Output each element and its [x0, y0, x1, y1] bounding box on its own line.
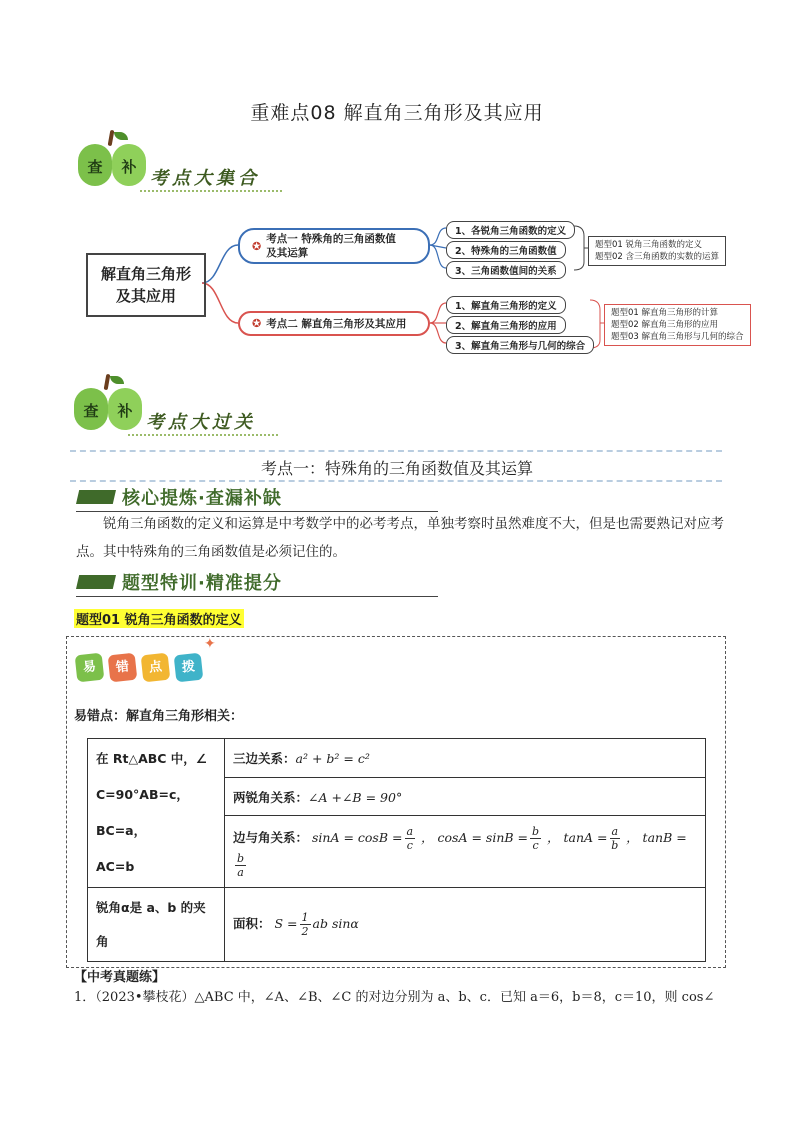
mindmap-branch-2: ✪ 考点二 解直角三角形及其应用 [238, 311, 430, 336]
dashed-separator [70, 480, 722, 482]
apple-char: 查 [83, 402, 99, 420]
banner-core: 核心提炼·查漏补缺 [76, 484, 438, 510]
table-row-sides: 三边关系：a² + b² = c² [225, 739, 706, 778]
error-point-label: 易错点：解直角三角形相关： [74, 709, 244, 724]
mindmap-types-1: 题型01 锐角三角函数的定义 题型02 含三角函数的实数的运算 [588, 236, 726, 266]
tip-badge [76, 654, 202, 681]
mindmap-leaf: 3、解直角三角形与几何的综合 [446, 336, 594, 354]
table-condition-cell: 在 Rt△ABC 中，∠ C=90°AB=c，BC=a， AC=b [88, 739, 225, 888]
tip-char: 易 [75, 653, 105, 683]
sparkle-icon: ✦ [204, 636, 216, 652]
mindmap-leaf: 1、各锐角三角函数的定义 [446, 221, 575, 239]
tip-char: 拨 [174, 653, 204, 683]
mindmap-branch-1: ✪ 考点一 特殊角的三角函数值 及其运算 [238, 228, 430, 264]
mindmap-root: 解直角三角形 及其应用 [86, 253, 206, 317]
formula-table [87, 738, 706, 962]
tip-char: 点 [141, 653, 171, 683]
table-row-angles: 两锐角关系：∠A +∠B = 90° [225, 778, 706, 816]
mindmap-leaf: 3、三角函数值间的关系 [446, 261, 566, 279]
dashed-separator [70, 450, 722, 452]
table-row-area: 面积： S = $\frac{1}{2}$ ab sinα [225, 888, 706, 962]
exam-heading: 【中考真题练】 [74, 970, 166, 985]
mindmap-leaf: 2、特殊角的三角函数值 [446, 241, 566, 259]
star-icon: ✪ [252, 317, 262, 330]
question-1: 1．（2023•攀枝花）△ABC 中，∠A、∠B、∠C 的对边分别为 a、b、c．已知 a＝6，b＝8，c＝10，则 cos∠ [74, 990, 715, 1005]
table-row-sides-angles: 边与角关系： sinA = cosB = $\frac{a}{c}$ ， cosA = sinB = $\frac{b}{c}$ ， tanA = $\frac{a}{b}$ ， tanB = $\frac{b}{a}$ [225, 816, 706, 888]
intro-paragraph: 锐角三角函数的定义和运算是中考数学中的必考考点，单独考察时虽然难度不大，但是也需要熟记对应考点。其中特殊角的三角函数值是必须记住的。 [76, 516, 724, 560]
tip-char: 错 [108, 653, 138, 683]
section-heading-review: 考点大过关 [146, 412, 256, 433]
mindmap-types-2: 题型01 解直角三角形的计算 题型02 解直角三角形的应用 题型03 解直角三角形与几何的综合 [604, 304, 751, 346]
table-angle-cell: 锐角α是 a、b 的夹 角 [88, 888, 225, 962]
heading-underline [128, 434, 278, 436]
star-icon: ✪ [252, 239, 262, 253]
apple-char: 查 [87, 158, 103, 176]
section-heading-collection: 考点大集合 [150, 168, 260, 189]
question-type-label: 题型01 锐角三角函数的定义 [74, 609, 244, 628]
apple-logo-2 [74, 382, 142, 430]
banner-practice: 题型特训·精准提分 [76, 569, 438, 595]
apple-char: 补 [117, 402, 133, 420]
page-title: 重难点08 解直角三角形及其应用 [250, 102, 544, 124]
apple-char: 补 [121, 158, 137, 176]
mindmap-leaf: 2、解直角三角形的应用 [446, 316, 566, 334]
mindmap-leaf: 1、解直角三角形的定义 [446, 296, 566, 314]
kaodian-title: 考点一：特殊角的三角函数值及其运算 [260, 459, 533, 478]
